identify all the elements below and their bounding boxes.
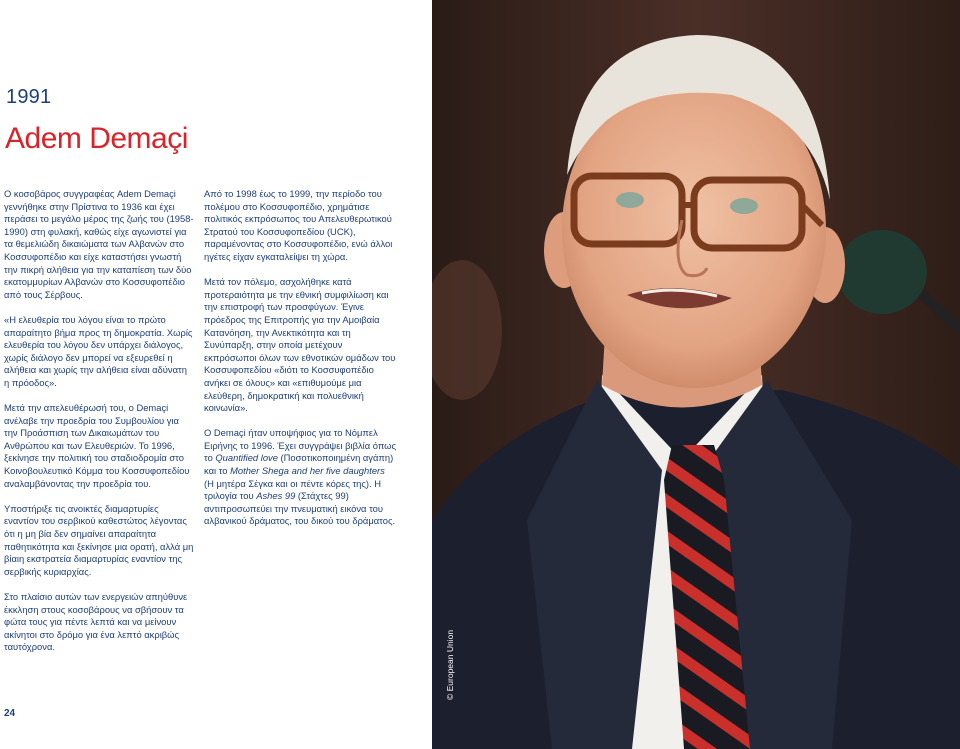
paragraph	[204, 427, 396, 528]
page-title: Adem Demaçi	[5, 122, 188, 155]
book-title: Mother Shega and her five daughters	[230, 465, 385, 477]
paragraph: Μετά την απελευθέρωσή του, ο Demaçi ανέλαβε την προεδρία του Συμβουλίου για την Προάσπιση των Δικαιωμάτων του Ανθρώπου και των Ελευθεριών. Το 1996, ξεκίνησε την πολιτική του σταδιοδρομία στο Κοινοβουλευτικό Κόμμα του Κοσσυφοπεδίου αναλαμβάνοντας την προεδρία του.	[4, 402, 190, 489]
book-title: Quantified love	[215, 452, 278, 464]
text-run: Ο Demaçi ήταν υποψήφιος για το Νόμπελ Ειρήνης το 1996. Έχει συγγράψει βιβλία όπως το	[204, 427, 397, 464]
photo-credit: © European Union	[445, 629, 455, 700]
text-run: (Η μητέρα Σέγκα και οι πέντε κόρες της). Η τριλογία του	[204, 477, 381, 502]
paragraph: Υποστήριξε τις ανοικτές διαμαρτυρίες εναντίον του σερβικού καθεστώτος λέγοντας ότι η μη βία δεν σημαίνει απαραίτητα παθητικότητα και ξεκίνησε μια ορατή, αλλά μη βίαιη εκστρατεία διαμαρτυρίας εναντίον της σερβικής κυριαρχίας.	[4, 502, 194, 577]
text-run: (Στάχτες 99) αντιπροσωπεύει την πνευματική εικόνα του αλβανικού δράματος, του δικού του δράματος.	[204, 490, 396, 527]
middle-column	[204, 188, 396, 541]
paragraph: Μετά τον πόλεμο, ασχολήθηκε κατά προτεραιότητα με την εθνική συμφιλίωση και την επιστροφή των προσφύγων. Έγινε πρόεδρος της Επιτροπής για την Αμοιβαία Κατανόηση, την Ανεκτικότητα και τη Συνύπαρξη, στην οποία μετέχουν εκπρόσωποι όλων των εθνοτικών ομάδων του Κοσσυφοπεδίου «διότι το Κοσσυφοπέδιο ανήκει σε όλους» και «επιθυμούμε μια ελεύθερη, δημοκρατική και πολυεθνική κοινωνία».	[204, 276, 396, 414]
text-run: (Ποσοτικοποιημένη αγάπη) και το	[204, 452, 394, 477]
page-year: 1991	[6, 86, 52, 108]
quote-paragraph: «Η ελευθερία του λόγου είναι το πρώτο απαραίτητο βήμα προς τη δημοκρατία. Χωρίς ελευθερία του λόγου δεν υπάρχει διάλογος, χωρίς διάλογο δεν μπορεί να εξευρεθεί η αλήθεια και χωρίς την αλήθεια είναι αδύνατη η πρόοδος».	[4, 313, 193, 388]
page-number: 24	[4, 708, 16, 719]
paragraph: Στο πλαίσιο αυτών των ενεργειών απηύθυνε έκκληση στους κοσοβάρους να σβήσουν τα φώτα τους για πέντε λεπτά και να μείνουν ακίνητοι στο δρόμο για ένα λεπτό ακριβώς ταυτόχρονα.	[4, 591, 188, 653]
paragraph: Από το 1998 έως το 1999, την περίοδο του πολέμου στο Κοσσυφοπέδιο, χρημάτισε πολιτικός εκπρόσωπος του Απελευθερωτικού Στρατού του Κοσσυφοπεδίου (UCK), παραμένοντας στο Κοσσυφοπέδιο, ενώ άλλοι ηγέτες είχαν εγκαταλείψει τη χώρα.	[204, 188, 393, 262]
portrait-photo	[432, 0, 960, 749]
book-title: Ashes 99	[256, 490, 296, 502]
paragraph: Ο κοσοβάρος συγγραφέας Adem Demaçi γεννήθηκε στην Πρίστινα το 1936 και έχει περάσει το μεγάλο μέρος της ζωής του (1958-1990) στη φυλακή, καθώς είχε αγωνιστεί για τα θεμελιώδη δικαιώματα των Αλβανών στο Κοσσυφοπέδιο και είχε καταστήσει γνωστή την πικρή αλήθεια για την καταπίεση των δύο εκατομμυρίων Αλβανών στο Κοσσυφοπέδιο από τους Σέρβους.	[4, 188, 194, 300]
left-column	[4, 188, 194, 667]
